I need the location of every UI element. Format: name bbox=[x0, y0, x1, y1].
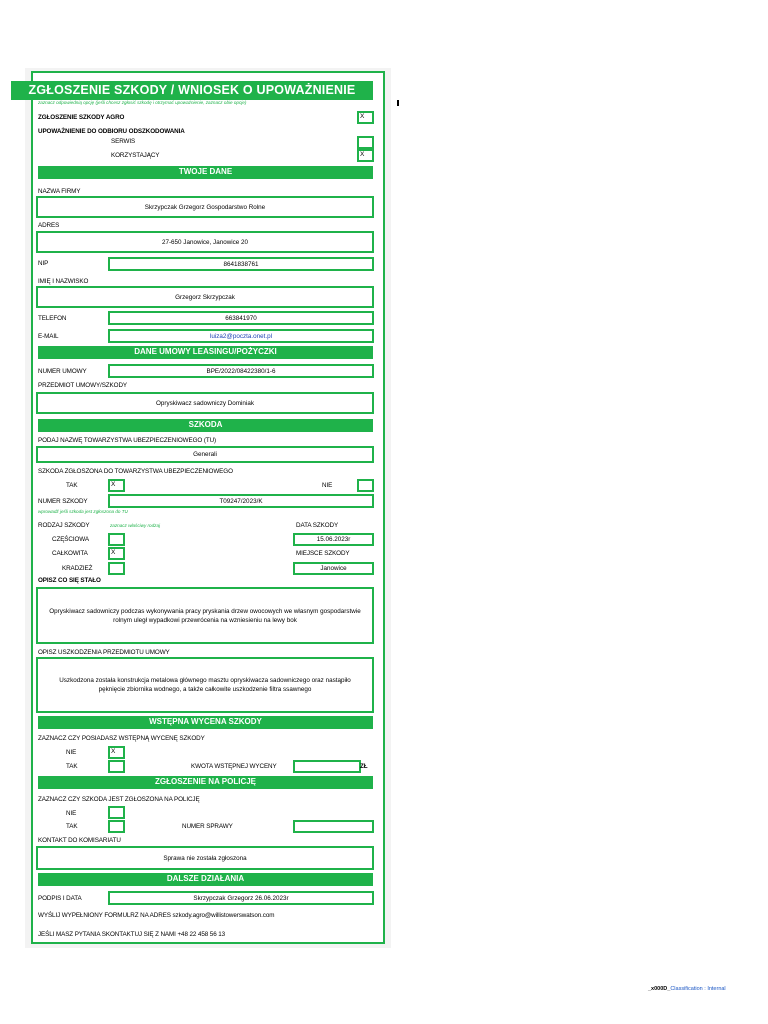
partial-checkbox[interactable] bbox=[108, 533, 125, 546]
section-your-data: TWOJE DANE bbox=[38, 166, 373, 179]
section-lease: DANE UMOWY LEASINGU/POŻYCZKI bbox=[38, 346, 373, 359]
case-no-field[interactable] bbox=[293, 820, 374, 833]
nip-label: NIP bbox=[38, 260, 49, 267]
reported-yes-label: TAK bbox=[66, 482, 78, 489]
insurer-field[interactable]: Generali bbox=[36, 446, 374, 463]
claim-no-label: NUMER SZKODY bbox=[38, 498, 88, 505]
company-label: NAZWA FIRMY bbox=[38, 188, 81, 195]
beneficiary-checkbox[interactable]: X bbox=[357, 149, 374, 162]
name-field[interactable]: Grzegorz Skrzypczak bbox=[36, 286, 374, 308]
signature-label: PODPIS I DATA bbox=[38, 895, 82, 902]
phone-field[interactable]: 663841970 bbox=[108, 311, 374, 325]
section-damage: SZKODA bbox=[38, 419, 373, 432]
damage-desc-label: OPISZ USZKODZENIA PRZEDMIOTU UMOWY bbox=[38, 649, 170, 656]
damage-place-label: MIEJSCE SZKODY bbox=[296, 550, 350, 557]
reported-no-checkbox[interactable] bbox=[357, 479, 374, 492]
claim-no-field[interactable]: T09247/2023/K bbox=[108, 494, 374, 508]
name-label: IMIĘ I NAZWISKO bbox=[38, 278, 89, 285]
theft-checkbox[interactable] bbox=[108, 562, 125, 575]
contact-instruction: JEŚLI MASZ PYTANIA SKONTAKTUJ SIĘ Z NAMI +48 22 458 56 13 bbox=[38, 931, 226, 938]
valuation-amount-label: KWOTA WSTĘPNEJ WYCENY bbox=[191, 763, 277, 770]
nip-field[interactable]: 8641838761 bbox=[108, 257, 374, 271]
subject-label: PRZEDMIOT UMOWY/SZKODY bbox=[38, 382, 127, 389]
section-valuation: WSTĘPNA WYCENA SZKODY bbox=[38, 716, 373, 729]
address-field[interactable]: 27-650 Janowice, Janowice 20 bbox=[36, 231, 374, 253]
police-no-checkbox[interactable] bbox=[108, 806, 125, 819]
police-yes-label: TAK bbox=[66, 823, 78, 830]
classification-text: Classification : Internal bbox=[670, 986, 726, 992]
beneficiary-label: KORZYSTAJĄCY bbox=[111, 152, 160, 159]
damage-date-label: DATA SZKODY bbox=[296, 522, 339, 529]
reported-no-label: NIE bbox=[322, 482, 333, 489]
what-happened-field[interactable]: Opryskiwacz sadowniczy podczas wykonywania pracy pryskania drzew owocowych we własnym gospodarstwie rolnym uległ wypadkowi przewrócenia na wzniesieniu na lewy bok bbox=[36, 587, 374, 644]
phone-label: TELEFON bbox=[38, 315, 67, 322]
section-police: ZGŁOSZENIE NA POLICJĘ bbox=[38, 776, 373, 789]
signature-field[interactable]: Skrzypczak Grzegorz 26.06.2023r bbox=[108, 891, 374, 905]
address-label: ADRES bbox=[38, 222, 60, 229]
damage-type-label: RODZAJ SZKODY bbox=[38, 522, 90, 529]
partial-label: CZĘŚCIOWA bbox=[52, 536, 89, 543]
police-contact-field[interactable]: Sprawa nie została zgłoszona bbox=[36, 846, 374, 870]
case-no-label: NUMER SPRAWY bbox=[182, 823, 233, 830]
damage-place-field[interactable]: Janowice bbox=[293, 562, 374, 575]
service-checkbox[interactable] bbox=[357, 136, 374, 149]
section-next-steps: DALSZE DZIAŁANIA bbox=[38, 873, 373, 886]
police-contact-label: KONTAKT DO KOMISARIATU bbox=[38, 837, 121, 844]
valuation-amount-field[interactable] bbox=[293, 760, 361, 773]
damage-date-field[interactable]: 15.06.2023r bbox=[293, 533, 374, 546]
valuation-no-checkbox[interactable]: X bbox=[108, 746, 125, 759]
total-label: CAŁKOWITA bbox=[52, 550, 88, 557]
contract-no-label: NUMER UMOWY bbox=[38, 368, 87, 375]
form-title: ZGŁOSZENIE SZKODY / WNIOSEK O UPOWAŻNIENIE bbox=[11, 81, 373, 100]
classification-footer bbox=[648, 986, 726, 992]
title-hint: zaznacz odpowiednią opcję (jeśli chcesz zgłosić szkodę i otrzymać upoważnienie, zaznacz obie opcje) bbox=[38, 100, 247, 105]
valuation-question: ZAZNACZ CZY POSIADASZ WSTĘPNĄ WYCENĘ SZKODY bbox=[38, 735, 205, 742]
authorization-heading: UPOWAŻNIENIE DO ODBIORU ODSZKODOWANIA bbox=[38, 128, 185, 135]
theft-label: KRADZIEŻ bbox=[62, 565, 93, 572]
valuation-yes-label: TAK bbox=[66, 763, 78, 770]
currency-label: ZŁ bbox=[360, 763, 368, 770]
valuation-yes-checkbox[interactable] bbox=[108, 760, 125, 773]
send-instruction: WYŚLIJ WYPEŁNIONY FORMULRZ NA ADRES szkody.agro@willistowerswatson.com bbox=[38, 912, 275, 919]
subject-field[interactable]: Opryskiwacz sadowniczy Dominiak bbox=[36, 392, 374, 414]
email-label: E-MAIL bbox=[38, 333, 59, 340]
email-field[interactable]: luiza2@poczta.onet.pl bbox=[108, 329, 374, 343]
claim-no-hint: wprowadź jeśli szkoda jest zgłoszona do TU bbox=[38, 509, 128, 514]
company-field[interactable]: Skrzypczak Grzegorz Gospodarstwo Rolne bbox=[36, 196, 374, 218]
valuation-no-label: NIE bbox=[66, 749, 77, 756]
cell-cursor-mark bbox=[397, 100, 399, 106]
damage-desc-field[interactable]: Uszkodzona została konstrukcja metalowa głównego masztu opryskiwacza sadowniczego oraz nastąpiło pęknięcie zbiornika wodnego, a także całkowite uszkodzenie filtra ssawnego bbox=[36, 657, 374, 713]
total-checkbox[interactable]: X bbox=[108, 547, 125, 560]
reported-label: SZKODA ZGŁOSZONA DO TOWARZYSTWA UBEZPIECZENIOWEGO bbox=[38, 468, 233, 475]
police-question: ZAZNACZ CZY SZKODA JEST ZGŁOSZONA NA POLICJĘ bbox=[38, 796, 200, 803]
claim-agro-label: ZGŁOSZENIE SZKODY AGRO bbox=[38, 114, 125, 121]
claim-agro-checkbox[interactable]: X bbox=[357, 111, 374, 124]
police-yes-checkbox[interactable] bbox=[108, 820, 125, 833]
classification-prefix: _x000D_ bbox=[648, 986, 671, 992]
insurer-label: PODAJ NAZWĘ TOWARZYSTWA UBEZPIECZENIOWEGO (TU) bbox=[38, 437, 217, 444]
what-happened-label: OPISZ CO SIĘ STAŁO bbox=[38, 577, 101, 584]
police-no-label: NIE bbox=[66, 810, 77, 817]
contract-no-field[interactable]: BPE/2022/08422380/1-6 bbox=[108, 364, 374, 378]
reported-yes-checkbox[interactable]: X bbox=[108, 479, 125, 492]
damage-type-hint: zaznacz właściwy rodzaj bbox=[110, 523, 161, 528]
service-label: SERWIS bbox=[111, 138, 136, 145]
